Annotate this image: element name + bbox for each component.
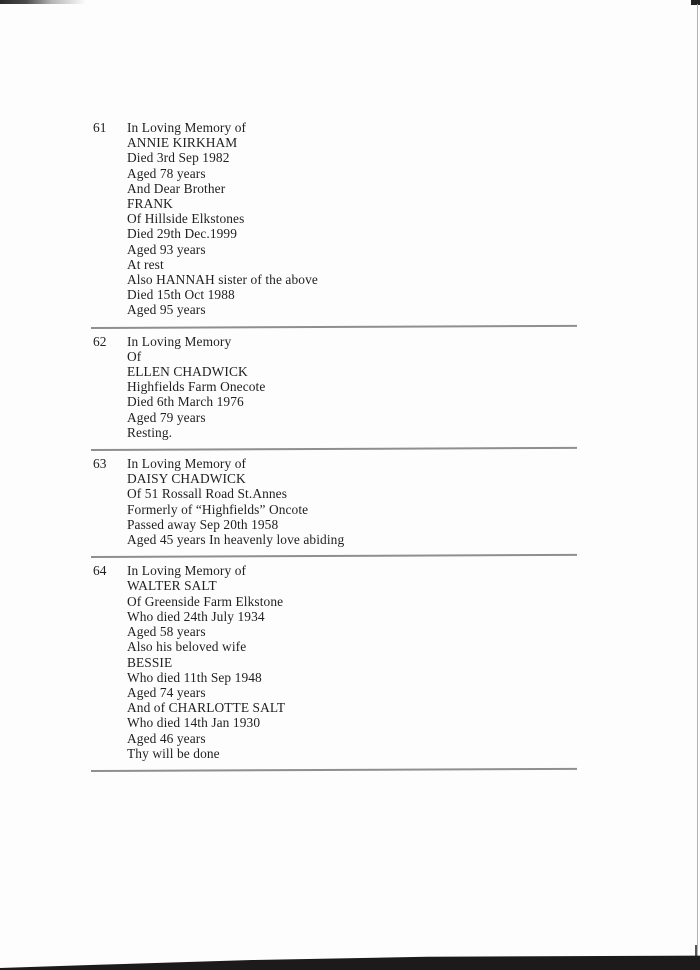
inscription-line: Aged 58 years [127,624,206,640]
entry-number: 61 [93,120,107,135]
scan-artifact-right-page-edge [697,4,698,956]
inscription-line: Who died 11th Sep 1948 [127,669,262,685]
inscription-line: Also HANNAH sister of the above [127,272,318,288]
entry-inscription [127,456,579,547]
inscription-line: Aged 79 years [127,409,206,425]
inscription-line: Of Greenside Farm Elkstone [127,593,284,609]
inscription-line: Formerly of “Highfields” Oncote [127,501,309,517]
inscription-line: Of 51 Rossall Road St.Annes [127,486,288,502]
inscription-line: Also his beloved wife [127,639,247,655]
memorial-entry [93,563,579,772]
inscription-line: Who died 24th July 1934 [127,608,265,624]
entry-inscription [127,334,579,440]
inscription-line: At rest [127,256,164,272]
inscription-line: Of [127,348,142,364]
entry-inscription [127,120,579,318]
entry-divider [91,768,577,772]
inscription-line: Died 15th Oct 1988 [127,287,235,303]
inscription-line: FRANK [127,196,173,212]
entry-number: 64 [93,563,107,579]
scan-artifact-bottom-bar [0,950,700,970]
inscription-line: Passed away Sep 20th 1958 [127,516,279,532]
inscription-line: In Loving Memory of [127,456,247,472]
inscription-line: Of Hillside Elkstones [127,211,245,227]
memorial-entry [93,334,579,451]
inscription-line: And Dear Brother [127,180,226,196]
inscription-line: Aged 45 years In heavenly love abiding [127,532,345,548]
entry-divider [91,325,577,329]
inscription-line: Aged 46 years [127,730,206,746]
inscription-line: Died 6th March 1976 [127,394,244,410]
inscription-line: Aged 95 years [127,302,206,318]
entry-inscription [127,563,579,761]
inscription-line: Thy will be done [127,745,220,761]
inscription-line: Died 3rd Sep 1982 [127,150,230,166]
entry-divider [91,447,577,451]
inscription-line: In Loving Memory of [127,120,247,135]
memorial-entry [93,456,579,558]
inscription-line: And of CHARLOTTE SALT [127,700,286,716]
inscription-line: ANNIE KIRKHAM [127,135,238,151]
inscription-line: Aged 78 years [127,165,206,181]
scan-artifact-top-right-mark [691,0,700,5]
entry-divider [91,554,577,558]
entry-number: 62 [93,333,107,349]
inscription-line: DAISY CHADWICK [127,471,246,487]
inscription-line: In Loving Memory of [127,563,247,579]
memorial-inscription-list [93,120,579,777]
inscription-line: Who died 14th Jan 1930 [127,715,261,731]
scan-artifact-top-left-smudge [0,0,86,4]
inscription-line: Died 29th Dec.1999 [127,226,238,242]
entry-number: 63 [93,456,107,472]
inscription-line: Aged 74 years [127,684,206,700]
inscription-line: WALTER SALT [127,578,217,594]
inscription-line: ELLEN CHADWICK [127,364,248,380]
memorial-entry [93,120,579,329]
inscription-line: BESSIE [127,654,173,670]
inscription-line: Aged 93 years [127,241,206,257]
inscription-line: In Loving Memory [127,333,232,349]
inscription-line: Highfields Farm Onecote [127,379,266,395]
inscription-line: Resting. [127,424,173,440]
